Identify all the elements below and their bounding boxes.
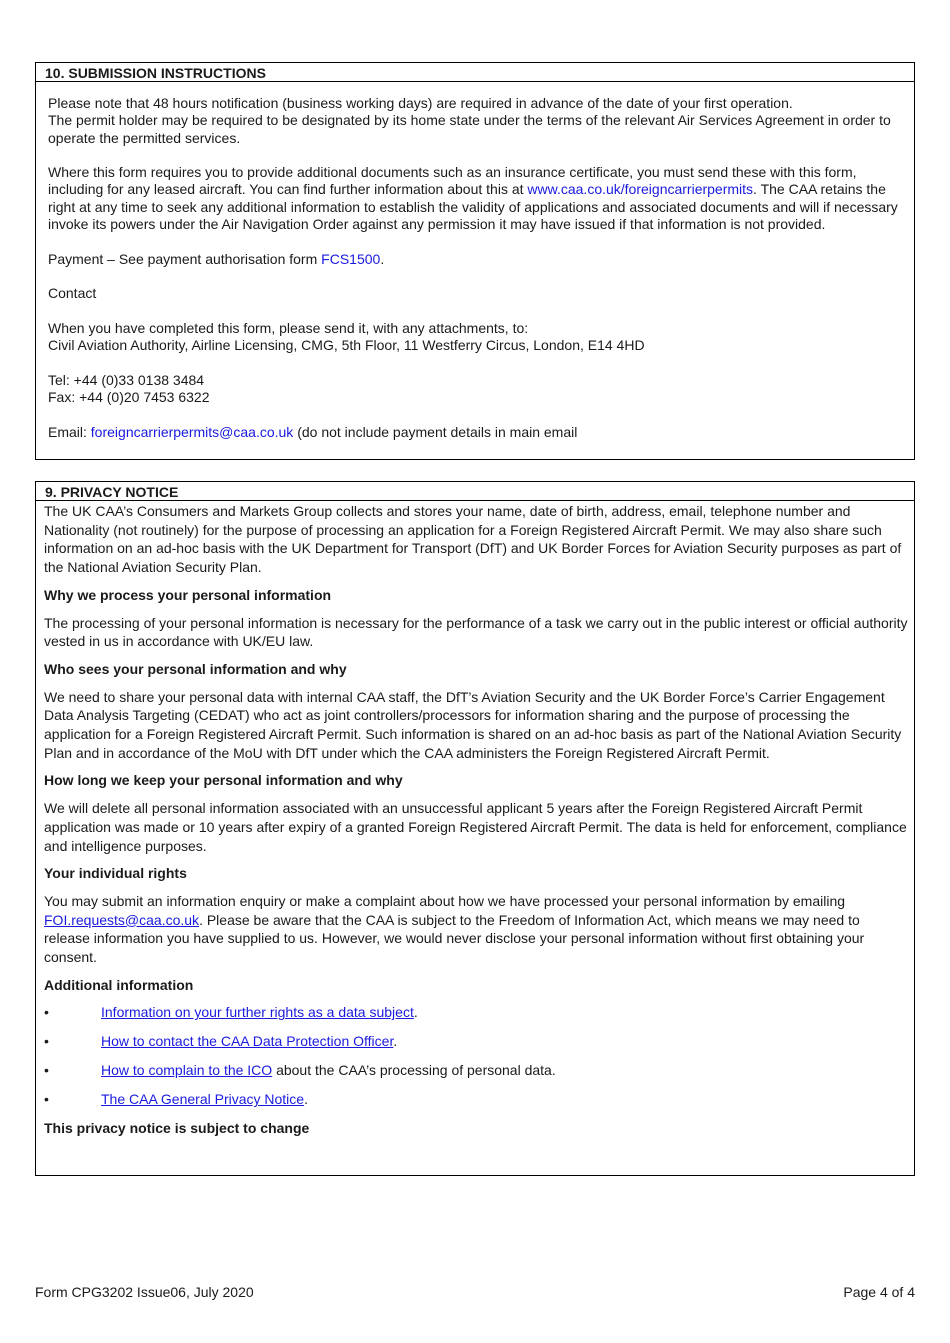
fax-number: Fax: +44 (0)20 7453 6322 [48,389,210,406]
payment-period: . [380,250,385,267]
documents-paragraph [48,164,906,233]
link-suffix: . [393,1033,398,1050]
privacy-intro: The UK CAA’s Consumers and Markets Group collects and stores your name, date of birth, address, email, telephone number and Nationality (not routinely) for the purpose of processing an application for a Foreign Registered Aircraft Permit. We may also share such information on an ad-hoc basis with the UK Department for Transport (DfT) and UK Border Forces for Aviation Security purposes as part of the National Aviation Security Plan. [44,503,902,576]
phone-paragraph [48,372,906,407]
bullet-icon: • [44,1062,49,1079]
additional-links-list [44,1003,908,1109]
section-body [36,501,914,1138]
bullet-icon: • [44,1091,49,1108]
email-label: Email: [48,423,91,440]
why-text: The processing of your personal information is necessary for the performance of a task we carry out in the public interest or official authority vested in us in accordance with UK/EU law. [44,614,908,650]
send-text: When you have completed this form, please send it, with any attachments, to: [48,319,529,336]
keep-heading: How long we keep your personal information and why [44,772,403,789]
list-item [44,1061,908,1080]
contact-label: Contact [48,285,97,302]
section-body [36,82,914,441]
payment-text: Payment – See payment authorisation form [48,250,322,267]
general-privacy-notice-link[interactable]: The CAA General Privacy Notice [101,1091,305,1108]
privacy-notice-section [35,481,915,1176]
bullet-icon: • [44,1033,49,1050]
complain-ico-link[interactable]: How to complain to the ICO [101,1062,273,1079]
rights-text-cont: . Please be aware that the CAA is subject to the Freedom of Information Act, which means we may need to release information you have supplied to us. However, we would never disclose your personal information without first obtaining your consent. [44,911,865,966]
list-item [44,1090,908,1109]
notification-paragraph [48,95,906,147]
send-paragraph [48,320,906,355]
designation-text: The permit holder may be required to be designated by its home state under the terms of the relevant Air Services Agreement in order to operate the permitted services. [48,112,891,146]
form-reference: Form CPG3202 Issue06, July 2020 [35,1284,254,1300]
why-heading: Why we process your personal information [44,586,332,603]
section-title: 10. SUBMISSION INSTRUCTIONS [36,63,914,82]
fcs1500-link[interactable]: FCS1500 [321,250,381,267]
list-item [44,1003,908,1022]
email-paragraph [48,424,906,441]
list-item [44,1032,908,1051]
additional-heading: Additional information [44,976,194,993]
section-title: 9. PRIVACY NOTICE [36,482,914,501]
bullet-icon: • [44,1004,49,1021]
data-subject-rights-link[interactable]: Information on your further rights as a data subject [101,1004,414,1021]
rights-paragraph [44,892,908,967]
documents-text: Where this form requires you to provide additional documents such as an insurance certificate, you must send these with this form, including for any leased aircraft. You can find further information about this at [48,164,857,198]
submission-instructions-section [35,62,915,460]
payment-paragraph [48,251,906,268]
data-protection-officer-link[interactable]: How to contact the CAA Data Protection Officer [101,1033,394,1050]
privacy-closing: This privacy notice is subject to change [44,1120,310,1137]
tel-number: Tel: +44 (0)33 0138 3484 [48,371,205,388]
page-number: Page 4 of 4 [843,1284,915,1300]
link-suffix: . [413,1004,418,1021]
who-text: We need to share your personal data with internal CAA staff, the DfT’s Aviation Security and the UK Border Force’s Carrier Engagement Data Analysis Targeting (CEDAT) who act as joint controllers/processors for information sharing and the purpose of processing the application for a Foreign Registered Aircraft Permit. Such information is shared on an ad-hoc basis as part of the National Aviation Security Plan and in accordance of the MoU with DfT under which the CAA administers the Foreign Registered Aircraft Permit. [44,688,902,761]
postal-address: Civil Aviation Authority, Airline Licensing, CMG, 5th Floor, 11 Westferry Circus, London, E14 4HD [48,337,645,354]
link-suffix: about the CAA’s processing of personal data. [272,1062,556,1079]
who-heading: Who sees your personal information and why [44,660,347,677]
rights-text: You may submit an information enquiry or make a complaint about how we have processed your personal information by emailing [44,892,846,909]
notification-text: Please note that 48 hours notification (business working days) are required in advance of the date of your first operation. [48,95,793,111]
foreign-carrier-permits-link[interactable]: www.caa.co.uk/foreigncarrierpermits [527,181,754,198]
link-suffix: . [304,1091,308,1108]
documents-text-cont: . The CAA retains the right at any time to seek any additional information to establish the validity of applications and associated documents and will if necessary invoke its powers under the Air Navigation Order against any permission it may have issued if that information is not provided. [48,181,898,233]
foi-email-link[interactable]: FOI.requests@caa.co.uk [44,911,200,928]
rights-heading: Your individual rights [44,865,187,882]
permits-email-link[interactable]: foreigncarrierpermits@caa.co.uk [90,423,294,440]
keep-text: We will delete all personal information associated with an unsuccessful applicant 5 years after the Foreign Registered Aircraft Permit application was made or 10 years after expiry of a granted Foreign Registered Aircraft Permit. The data is held for enforcement, compliance and intelligence purposes. [44,800,907,854]
email-note: (do not include payment details in main email [293,423,578,440]
